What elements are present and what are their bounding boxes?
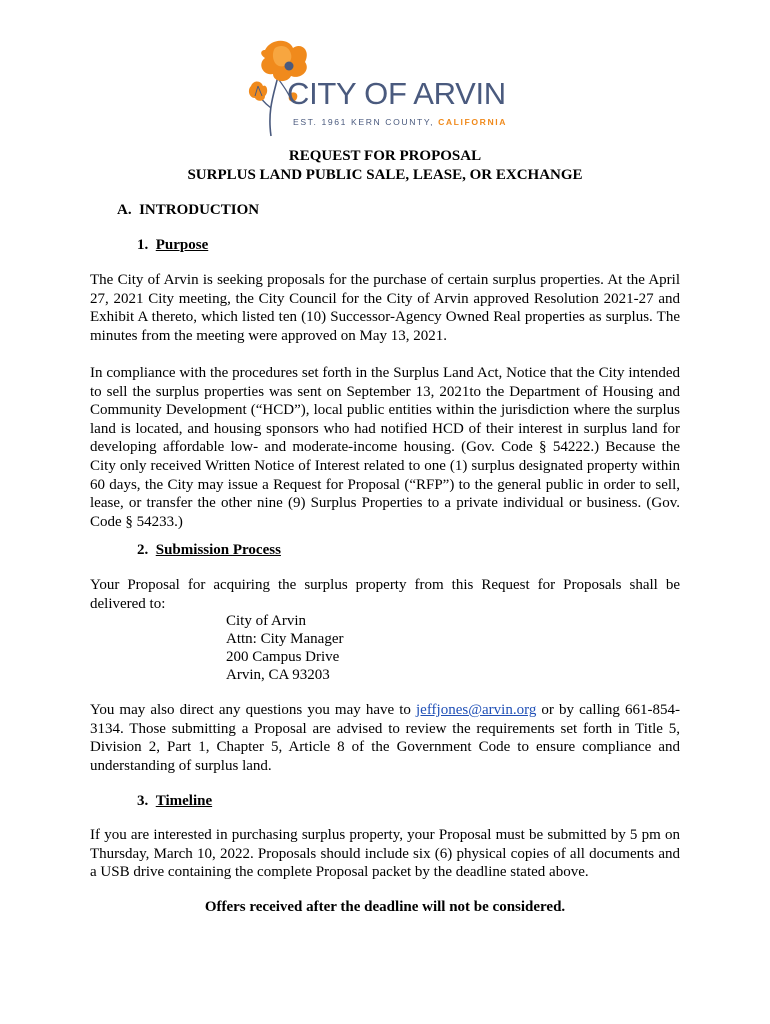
document-subtitle: SURPLUS LAND PUBLIC SALE, LEASE, OR EXCHANGE	[187, 167, 583, 183]
address-line: City of Arvin	[226, 613, 307, 629]
submission-intro: Your Proposal for acquiring the surplus property from this Request for Proposals shall be delivered to:	[90, 577, 680, 612]
purpose-paragraph-2: In compliance with the procedures set forth in the Surplus Land Act, Notice that the City intended to sell the surplus properties was sent on September 13, 2021to the Department of Housing and Community Development (“HCD”), local public entities within the jurisdiction where the surplus land is located, and housing sponsors who had notified HCD of their interest in surplus land for developing affordable low- and moderate-income housing. (Gov. Code § 54222.) Because the City only received Written Notice of Interest related to one (1) surplus designated property within 60 days, the City may issue a Request for Proposal (“RFP”) to the general public in order to sell, lease, or transfer the other nine (9) Surplus Properties to a private individual or business. (Gov. Code § 54233.)	[90, 365, 680, 530]
subsection-heading-purpose: 1. Purpose	[137, 237, 209, 253]
address-line: Attn: City Manager	[226, 631, 344, 647]
subsection-heading-timeline: 3. Timeline	[137, 793, 213, 809]
logo-city-name: CITY OF ARVIN	[287, 76, 506, 111]
section-heading-introduction: A. INTRODUCTION	[117, 202, 260, 218]
deadline-warning: Offers received after the deadline will not be considered.	[204, 899, 566, 915]
document-title: REQUEST FOR PROPOSAL	[288, 148, 482, 164]
timeline-paragraph: If you are interested in purchasing surplus property, your Proposal must be submitted by 5 pm on Thursday, March 10, 2022. Proposals should include six (6) physical copies of all documents and a USB drive containing the complete Proposal packet by the deadline stated above.	[90, 827, 680, 881]
contact-paragraph: You may also direct any questions you may have to jeffjones@arvin.org or by calling 661-854-3134. Those submitting a Proposal are advised to review the requirements set forth in Title 5, Division 2, Part 1, Chapter 5, Article 8 of the Government Code to ensure compliance and understanding of surplus land.	[90, 702, 680, 774]
subsection-heading-submission: 2. Submission Process	[137, 542, 281, 558]
purpose-paragraph-1: The City of Arvin is seeking proposals for the purchase of certain surplus properties. At the April 27, 2021 City meeting, the City Council for the City of Arvin approved Resolution 2021-27 and Exhibit A thereto, which listed ten (10) Successor-Agency Owned Real properties as surplus. The minutes from the meeting were approved on May 13, 2021.	[90, 272, 680, 344]
city-logo	[245, 36, 535, 138]
logo-tagline: EST. 1961 KERN COUNTY, CALIFORNIA	[293, 117, 508, 127]
email-link[interactable]: jeffjones@arvin.org	[416, 702, 537, 718]
address-line: 200 Campus Drive	[226, 649, 340, 665]
address-line: Arvin, CA 93203	[226, 667, 330, 683]
